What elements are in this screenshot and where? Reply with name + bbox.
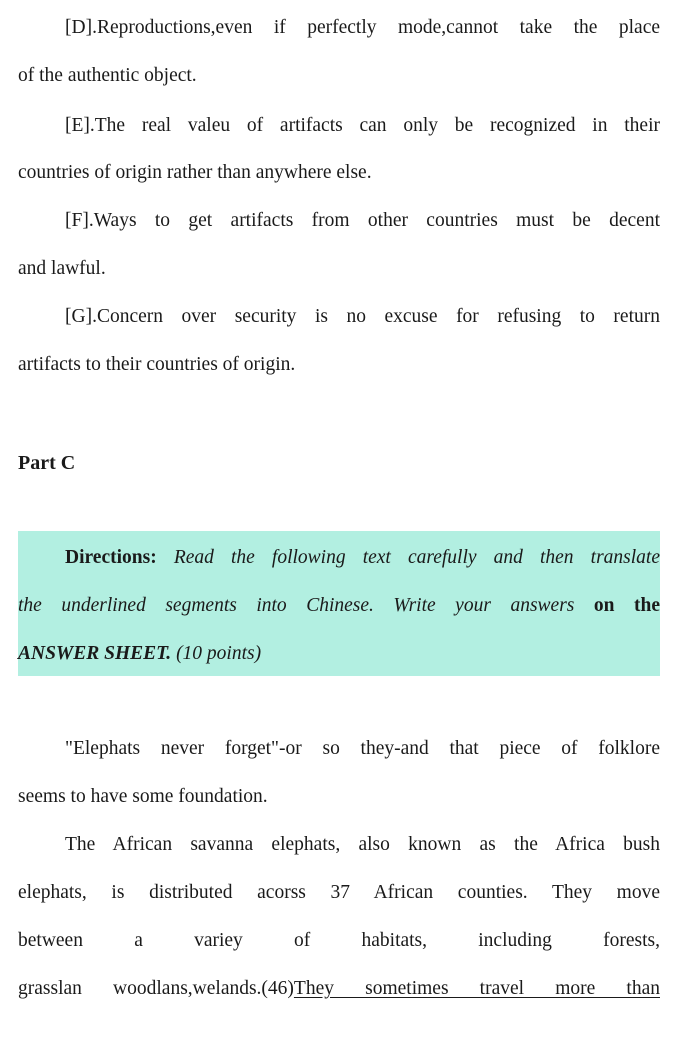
underlined-segment-46: They sometimes travel more than: [293, 978, 660, 999]
directions-text-2: the underlined segments into Chinese. Write your answers: [18, 595, 575, 616]
answer-sheet-label: ANSWER SHEET.: [18, 643, 172, 664]
points-label: (10 points): [176, 643, 262, 664]
passage-p2-line4: [18, 977, 660, 1001]
directions-text-1: Read the following text carefully and then translate: [173, 547, 660, 568]
passage-p2-line4-text: grasslan woodlans,welands.(46): [18, 978, 294, 999]
option-d-line2: of the authentic object.: [18, 65, 197, 86]
option-g-line2: artifacts to their countries of origin.: [18, 354, 296, 375]
directions-label: Directions:: [65, 547, 157, 568]
directions-line3: [18, 642, 660, 666]
option-d-line1: [D].Reproductions,even if perfectly mode,cannot take the place: [65, 17, 660, 38]
passage-p1-line1: "Elephats never forget"-or so they-and that piece of folklore: [65, 738, 660, 759]
passage-p2-line2: elephats, is distributed acorss 37 African counties. They move: [18, 882, 660, 903]
option-f-line2: and lawful.: [18, 258, 106, 279]
directions-text-2-bold: on the: [593, 595, 661, 616]
directions-line2: [18, 594, 660, 618]
passage-p2-line3: between a variey of habitats, including forests,: [18, 930, 660, 951]
option-g-line1: [G].Concern over security is no excuse for refusing to return: [65, 306, 660, 327]
passage-p1-line2: seems to have some foundation.: [18, 786, 268, 807]
directions-line1: [18, 546, 660, 570]
passage-p2-line1: The African savanna elephats, also known as the Africa bush: [65, 834, 660, 855]
option-f-line1: [F].Ways to get artifacts from other countries must be decent: [65, 210, 660, 231]
option-e-line2: countries of origin rather than anywhere else.: [18, 162, 372, 183]
option-e-line1: [E].The real valeu of artifacts can only be recognized in their: [65, 115, 660, 136]
part-c-heading: Part C: [18, 452, 76, 474]
